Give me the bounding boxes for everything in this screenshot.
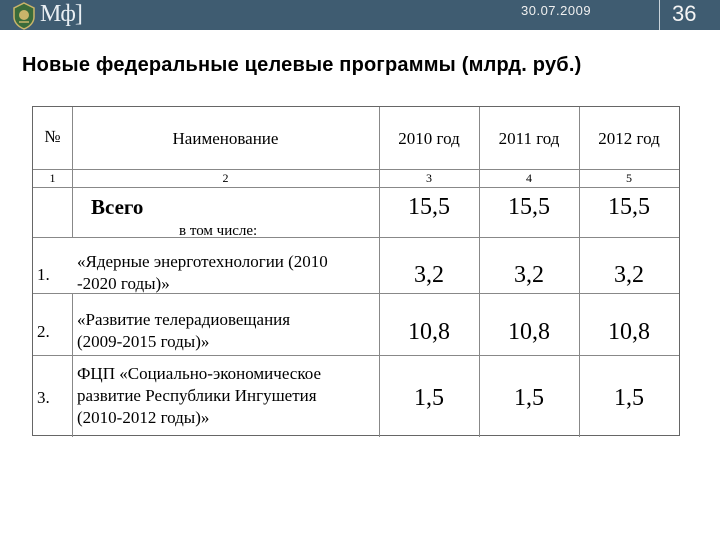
row-2-name-line: (2009-2015 годы)»	[77, 332, 210, 351]
header-divider	[659, 0, 660, 30]
date-label: 30.07.2009	[521, 3, 592, 18]
col-header-name: Наименование	[172, 129, 279, 148]
subheader-label: в том числе:	[179, 223, 258, 239]
grid-line	[33, 169, 679, 170]
row-3-2012: 1,5	[614, 385, 644, 411]
row-3-name-line: ФЦП «Социально-экономическое	[77, 364, 321, 383]
logo-text: Мф]	[40, 1, 82, 27]
emblem-icon	[10, 2, 38, 30]
row-1-2011: 3,2	[514, 262, 544, 288]
grid-line	[33, 187, 679, 188]
total-label: Всего	[91, 195, 144, 219]
header-bar	[0, 0, 720, 30]
row-3-2010: 1,5	[414, 385, 444, 411]
col-number-1: 1	[49, 171, 56, 185]
row-2-name	[77, 309, 377, 353]
row-3-name-line: (2010-2012 годы)»	[77, 408, 210, 427]
programs-table	[32, 106, 680, 436]
page-title: Новые федеральные целевые программы (млрд. руб.)	[22, 54, 582, 76]
total-2011: 15,5	[508, 194, 550, 220]
row-2-2011: 10,8	[508, 319, 550, 345]
row-3-2011: 1,5	[514, 385, 544, 411]
total-2012: 15,5	[608, 194, 650, 220]
col-number-3: 3	[426, 171, 432, 185]
grid-line	[33, 355, 679, 356]
row-3-number: 3.	[37, 388, 50, 407]
col-number-5: 5	[626, 171, 632, 185]
slide-number: 36	[672, 1, 697, 26]
row-3-name	[77, 363, 377, 429]
col-header-2010: 2010 год	[398, 129, 460, 148]
grid-line	[72, 293, 73, 437]
col-header-2011: 2011 год	[498, 129, 560, 148]
row-1-2010: 3,2	[414, 262, 444, 288]
row-1-name-line: «Ядерные энерготехнологии (2010	[77, 252, 328, 271]
col-header-number: №	[44, 127, 61, 146]
row-2-number: 2.	[37, 322, 50, 341]
grid-line	[33, 237, 679, 238]
row-1-name	[77, 251, 377, 295]
row-2-name-line: «Развитие телерадиовещания	[77, 310, 291, 329]
row-3-name-line: развитие Республики Ингушетия	[77, 386, 317, 405]
total-2010: 15,5	[408, 194, 450, 220]
col-number-2: 2	[222, 171, 229, 185]
row-1-2012: 3,2	[614, 262, 644, 288]
col-number-4: 4	[526, 171, 532, 185]
col-header-2012: 2012 год	[598, 129, 660, 148]
row-2-2012: 10,8	[608, 319, 650, 345]
row-1-number: 1.	[37, 265, 50, 284]
row-2-2010: 10,8	[408, 319, 450, 345]
row-1-name-line: -2020 годы)»	[77, 274, 170, 293]
